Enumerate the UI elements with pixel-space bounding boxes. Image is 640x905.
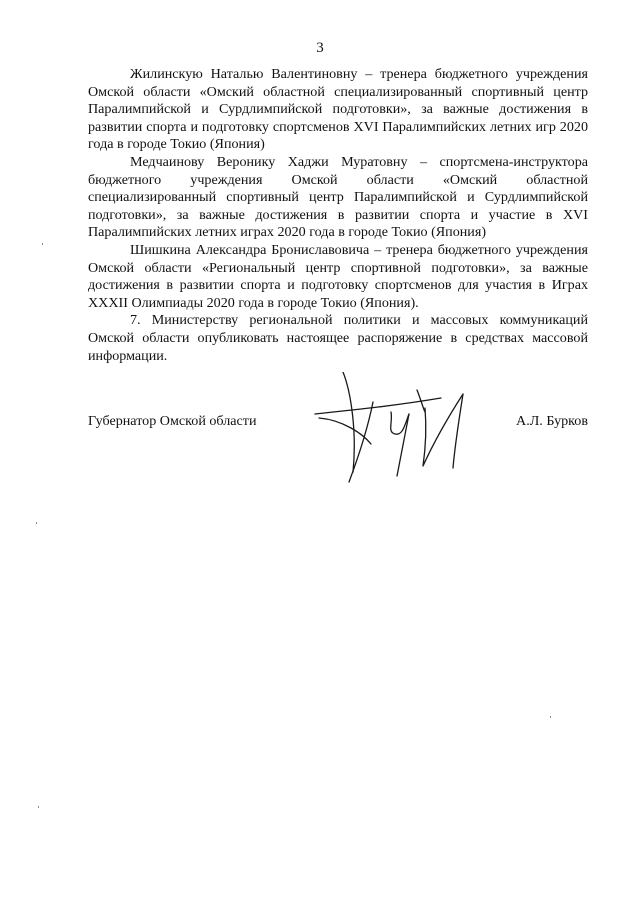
scan-speck: [550, 716, 551, 718]
signature-block: [88, 372, 588, 492]
document-body: [88, 66, 588, 365]
scan-speck: [36, 522, 37, 524]
paragraph-item-7: 7. Министерству региональной политики и массовых коммуникаций Омской области опубликовать настоящее распоряжение в средствах массовой информации.: [88, 312, 588, 364]
scan-speck: [42, 243, 43, 245]
paragraph-shishkin: Шишкина Александра Брониславовича – тренера бюджетного учреждения Омской области «Региональный центр спортивной подготовки», за важные достижения в развитии спорта и подготовку спортсменов для участия в Играх XXXII Олимпиады 2020 года в городе Токио (Япония).: [88, 241, 588, 311]
handwritten-signature: [313, 372, 493, 487]
page-number: 3: [316, 40, 324, 56]
scan-speck: [38, 806, 39, 808]
signatory-name: А.Л. Бурков: [516, 413, 588, 429]
paragraph-medchainova: Медчаинову Веронику Хаджи Муратовну – спортсмена-инструктора бюджетного учреждения Омской области «Омский областной специализированный спортивный центр Паралимпийской и Сурдлимпийской подготовки», за важные достижения в развитии спорта и участие в XVI Паралимпийских летних играх 2020 года в городе Токио (Япония): [88, 153, 588, 241]
signatory-position: Губернатор Омской области: [88, 413, 257, 429]
paragraph-zhilinskaya: Жилинскую Наталью Валентиновну – тренера бюджетного учреждения Омской области «Омский областной специализированный спортивный центр Паралимпийской и Сурдлимпийской подготовки», за важные достижения в развитии спорта и подготовку спортсменов XVI Паралимпийских летних игр 2020 года в городе Токио (Япония): [88, 66, 588, 153]
